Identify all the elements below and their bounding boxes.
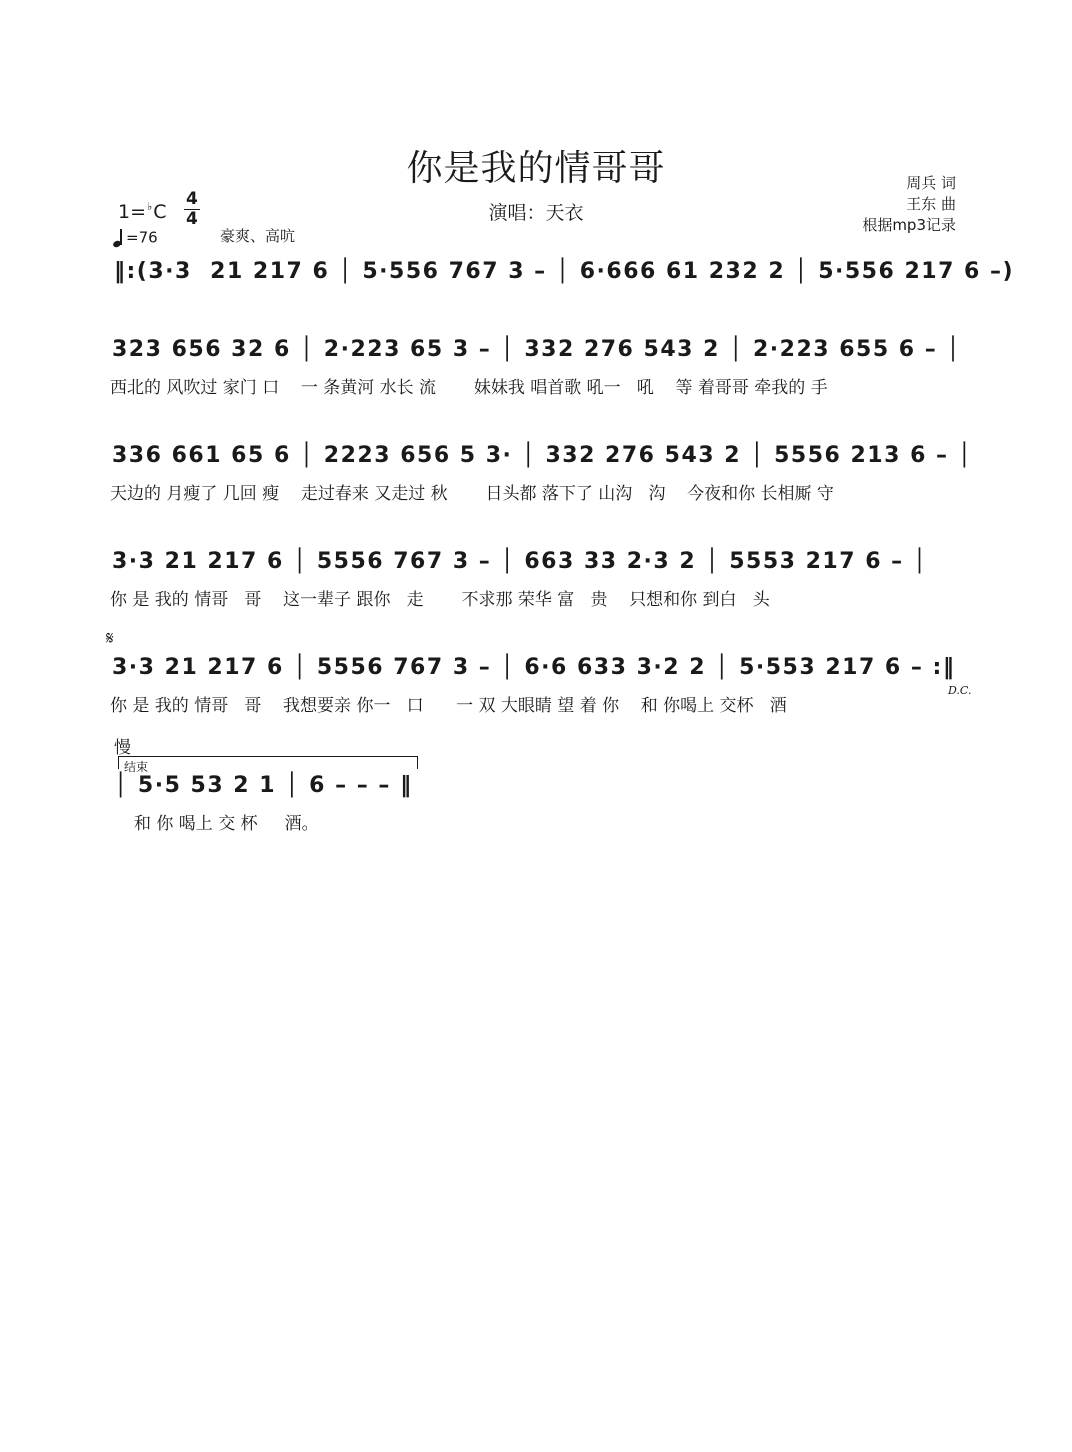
dc-marking: D.C.	[948, 684, 972, 697]
notation-row-4: 3·3 21 217 6 │ 5556 767 3 – │ 663 33 2·3 2 │ 5553 217 6 – │	[112, 549, 928, 574]
song-title: 你是我的情哥哥	[406, 148, 666, 189]
lyrics-row-3: 天边的 月瘦了 几回 瘦 走过春来 又走过 秋 日头都 落下了 山沟 沟 今夜和你 长相厮 守	[110, 484, 834, 504]
segno-sign: 𝄋	[106, 628, 114, 649]
singer-credit: 演唱：天衣	[488, 202, 584, 224]
ending-bracket	[118, 756, 418, 769]
lyrics-row-5: 你 是 我的 情哥 哥 我想要亲 你一 口 一 双 大眼睛 望 着 你 和 你喝上 交杯 酒	[110, 696, 787, 716]
transcription-note: 根据mp3记录	[862, 216, 956, 234]
tempo-change-marking: 慢	[114, 738, 131, 758]
notation-row-6: │ 5·5 53 2 1 │ 6 – – – ‖	[114, 773, 413, 798]
key-prefix: 1=	[118, 201, 147, 223]
time-signature-bottom: 4	[186, 209, 198, 229]
lyricist-credit: 周兵 词	[906, 174, 956, 192]
notation-row-5: 3·3 21 217 6 │ 5556 767 3 – │ 6·6 633 3·2 2 │ 5·553 217 6 – :‖	[112, 655, 956, 680]
lyrics-row-6: 和 你 喝上 交 杯 酒。	[134, 814, 319, 834]
lyrics-row-2: 西北的 风吹过 家门 口 一 条黄河 水长 流 妹妹我 唱首歌 吼一 吼 等 着哥哥 牵我的 手	[110, 378, 828, 398]
quarter-note-icon	[112, 228, 126, 248]
key-signature	[118, 200, 167, 223]
ending-label: 结束	[124, 760, 149, 774]
tempo-value: =76	[126, 228, 158, 247]
expression-marking: 豪爽、高吭	[220, 227, 296, 245]
lyrics-row-4: 你 是 我的 情哥 哥 这一辈子 跟你 走 不求那 荣华 富 贵 只想和你 到白 头	[110, 590, 770, 610]
flat-accidental: ♭	[147, 200, 153, 213]
key-letter: C	[153, 201, 167, 223]
time-signature	[184, 190, 200, 229]
tempo-marking	[112, 228, 158, 248]
notation-row-1: ‖:(3·3 21 217 6 │ 5·556 767 3 – │ 6·666 61 232 2 │ 5·556 217 6 –)	[114, 259, 1015, 284]
time-signature-top: 4	[186, 189, 198, 209]
composer-credit: 王东 曲	[906, 195, 956, 213]
notation-row-3: 336 661 65 6 │ 2223 656 5 3· │ 332 276 543 2 │ 5556 213 6 – │	[112, 443, 973, 468]
notation-row-2: 323 656 32 6 │ 2·223 65 3 – │ 332 276 543 2 │ 2·223 655 6 – │	[112, 337, 962, 362]
